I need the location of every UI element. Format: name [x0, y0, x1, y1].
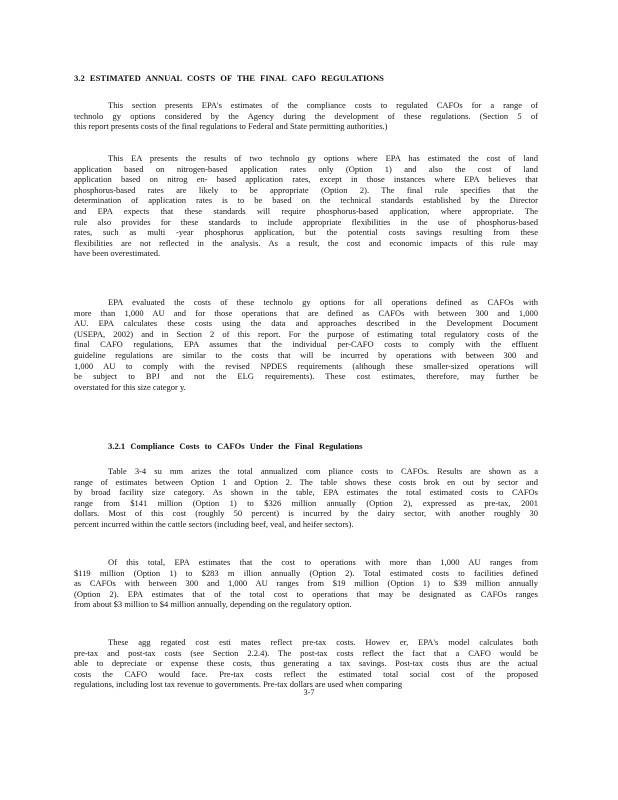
text-line: be subject to BPJ and not the ELG requirements). These cost estimates, therefore, may further be: [74, 371, 538, 382]
text-line: range of estimates between Option 1 and Option 2. The table shows these costs brok en out by sector and: [74, 476, 538, 487]
text-line: application based on nitrog en- based application rates, except in those instances where EPA believes that: [74, 174, 538, 185]
text-line: EPA evaluated the costs of these technolo gy options for all operations defined as CAFOs with: [108, 297, 538, 307]
text-line: as CAFOs with between 300 and 1,000 AU ranges from $19 million (Option 1) to $39 million annually: [74, 578, 538, 589]
text-line: (USEPA, 2002) and in Section 2 of this report. For the purpose of estimating total regulatory costs of the: [74, 328, 538, 339]
text-line: guideline regulations are similar to the costs that will be incurred by operations with between 300 and: [74, 349, 538, 360]
text-line: dollars. Most of this cost (roughly 50 percent) is incurred by the dairy sector, with another roughly 30: [74, 508, 538, 519]
text-line: final CAFO regulations, EPA assumes that the individual per-CAFO costs to comply with the effluent: [74, 339, 538, 350]
text-line: AU. EPA calculates these costs using the data and approaches described in the Development Document: [74, 318, 538, 329]
text-line: percent incurred within the cattle sectors (including beef, veal, and heifer sectors).: [74, 518, 354, 529]
text-line: this report presents costs of the final regulations to Federal and State permitting authorities.): [74, 121, 388, 132]
text-line: This EA presents the results of two technolo gy options where EPA has estimated the cost of land: [108, 153, 538, 163]
text-line: costs the CAFO would face. Pre-tax costs reflect the estimated total social cost of the proposed: [74, 668, 538, 679]
section-heading: 3.2 ESTIMATED ANNUAL COSTS OF THE FINAL CAFO REGULATIONS: [74, 73, 384, 83]
subsection-heading: 3.2.1 Compliance Costs to CAFOs Under the Final Regulations: [108, 441, 363, 451]
text-line: from about $3 million to $4 million annually, depending on the regulatory option.: [74, 599, 352, 610]
text-line: overstated for this size categor y.: [74, 381, 186, 392]
text-line: This section presents EPA's estimates of the compliance costs to regulated CAFOs for a range of: [108, 100, 538, 110]
text-line: able to depreciate or expense these costs, thus generating a tax savings. Post-tax costs thus are the actual: [74, 658, 538, 669]
text-line: regulations, including lost tax revenue to governments. Pre-tax dollars are used when comparing: [74, 679, 403, 690]
text-line: $119 million (Option 1) to $283 m illion annually (Option 2). Total estimated costs to facilities defined: [74, 567, 538, 578]
text-line: (Option 2). EPA estimates that of the total cost to operations that may be designated as CAFOs ranges: [74, 588, 538, 599]
text-line: rule also provides for these standards to include appropriate flexibilities in the use of phosphorus-based: [74, 216, 538, 227]
text-line: by broad facility size category. As shown in the table, EPA estimates the total estimated costs to CAFOs: [74, 487, 538, 498]
text-line: and EPA expects that these standards will require phosphorus-based application, where appropriate. The: [74, 205, 538, 216]
text-line: phosphorus-based rates are likely to be appropriate (Option 2). The final rule specifies that the: [74, 184, 538, 195]
text-line: 1,000 AU to comply with the revised NPDES requirements (although these smaller-sized operations will: [74, 360, 538, 371]
text-line: application based on nitrogen-based application rates only (Option 1) and also the cost of land: [74, 163, 538, 174]
page-number: 3-7: [303, 688, 315, 697]
text-line: determination of application rates is to be based on the technical standards established by the Director: [74, 195, 538, 206]
text-line: pre-tax and post-tax costs (see Section 2.2.4). The post-tax costs reflect the fact that a CAFO would be: [74, 647, 538, 658]
paragraph-table-summary: [74, 466, 538, 530]
paragraph-cost-evaluation: [74, 297, 538, 392]
text-line: technolo gy options considered by the Agency during the development of these regulations. (Section 5 of: [74, 110, 538, 121]
text-line: These agg regated cost esti mates reflect pre-tax costs. Howev er, EPA's model calculates both: [108, 637, 538, 647]
text-line: Table 3-4 su mm arizes the total annualized com pliance costs to CAFOs. Results are shown as a: [108, 466, 538, 476]
paragraph-intro: [74, 100, 538, 132]
paragraph-pretax-costs: [74, 637, 538, 690]
text-line: flexibilities are not reflected in the analysis. As a result, the cost and economic impacts of this rule may: [74, 237, 538, 248]
text-line: range from $141 million (Option 1) to $326 million annually (Option 2), expressed as pre-tax, 2001: [74, 497, 538, 508]
text-line: Of this total, EPA estimates that the cost to operations with more than 1,000 AU ranges from: [108, 557, 538, 567]
text-line: have been overestimated.: [74, 248, 161, 259]
paragraph-cost-breakdown: [74, 557, 538, 610]
text-line: more than 1,000 AU and for those operations that are defined as CAFOs with between 300 and 1,000: [74, 307, 538, 318]
text-line: rates, such as multi -year phosphorus application, but the potential costs savings resulting from these: [74, 227, 538, 238]
paragraph-technology-options: [74, 153, 538, 259]
